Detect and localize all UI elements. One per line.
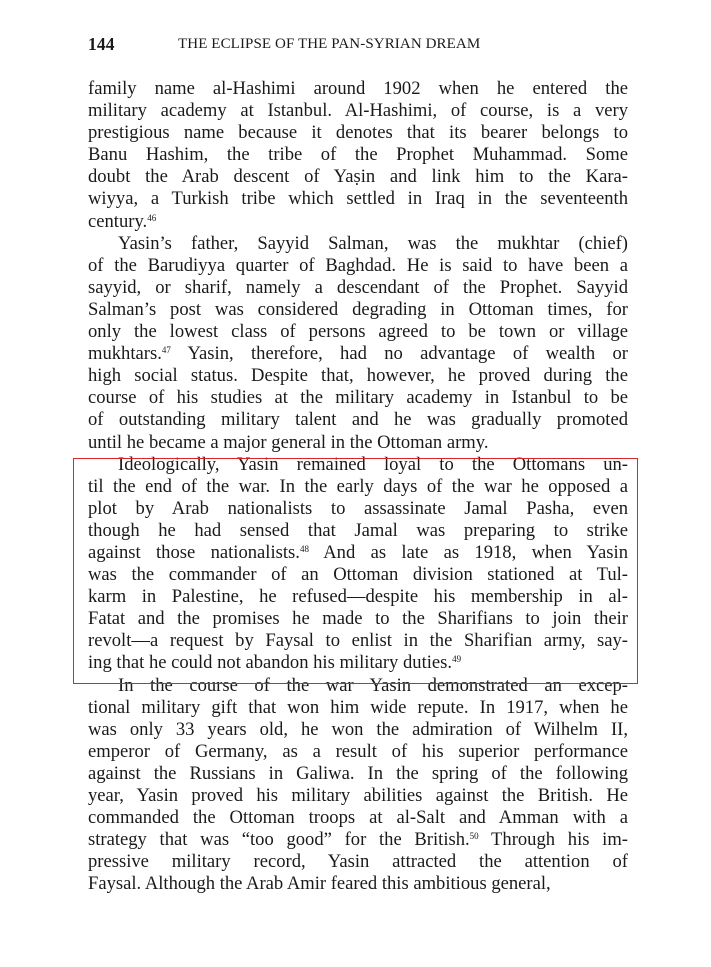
- line-text: Yasin’s father, Sayyid Salman, was the mukhtar (chief): [118, 232, 628, 254]
- line-text: ing that he could not abandon his military duties.: [88, 652, 453, 674]
- line-text: wiyya, a Turkish tribe which settled in Iraq in the seventeenth: [88, 188, 628, 210]
- text-line: [88, 78, 628, 100]
- text-line: [88, 697, 628, 719]
- line-text: Through his im-: [478, 829, 628, 851]
- text-line: [88, 365, 628, 387]
- text-line: [88, 233, 628, 255]
- line-text: of outstanding military talent and he was gradually promoted: [88, 409, 628, 431]
- text-line: [88, 122, 628, 144]
- text-line: [88, 432, 628, 454]
- line-text: Faysal. Although the Arab Amir feared this ambitious general,: [88, 873, 551, 895]
- page-number: 144: [88, 34, 115, 54]
- text-line: [88, 476, 628, 498]
- footnote-marker[interactable]: 49: [452, 654, 462, 665]
- body-text: [88, 78, 628, 895]
- text-line: [88, 188, 628, 210]
- line-text: emperor of Germany, as a result of his superior performance: [88, 740, 628, 762]
- line-text: plot by Arab nationalists to assassinate Jamal Pasha, even: [88, 497, 628, 519]
- text-line: [88, 652, 628, 674]
- text-line: [88, 211, 628, 233]
- text-line: [88, 542, 628, 564]
- line-text: until he became a major general in the Ottoman army.: [88, 431, 489, 453]
- line-text: against those nationalists.: [88, 541, 300, 563]
- line-text: In the course of the war Yasin demonstrated an excep-: [118, 674, 628, 696]
- line-text: against the Russians in Galiwa. In the spring of the following: [88, 762, 628, 784]
- text-line: [88, 299, 628, 321]
- text-line: [88, 630, 628, 652]
- text-line: [88, 454, 628, 476]
- text-line: [88, 409, 628, 431]
- line-text: pressive military record, Yasin attracted the attention of: [88, 851, 628, 873]
- line-text: tional military gift that won him wide repute. In 1917, when he: [88, 696, 628, 718]
- line-text: though he had sensed that Jamal was preparing to strike: [88, 519, 628, 541]
- line-text: karm in Palestine, he refused—despite his membership in al-: [88, 586, 628, 608]
- footnote-marker[interactable]: 50: [469, 831, 479, 842]
- text-line: [88, 277, 628, 299]
- line-text: And as late as 1918, when Yasin: [308, 541, 629, 563]
- text-line: [88, 520, 628, 542]
- line-text: strategy that was “too good” for the British.: [88, 829, 470, 851]
- text-line: [88, 564, 628, 586]
- text-line: [88, 343, 628, 365]
- paragraph: [88, 454, 628, 675]
- line-text: prestigious name because it denotes that its bearer belongs to: [88, 122, 628, 144]
- line-text: Fatat and the promises he made to the Sharifians to join their: [88, 608, 628, 630]
- text-line: [88, 586, 628, 608]
- text-line: [88, 255, 628, 277]
- page-header: [88, 34, 621, 58]
- line-text: Salman’s post was considered degrading in Ottoman times, for: [88, 298, 628, 320]
- line-text: family name al-Hashimi around 1902 when he entered the: [88, 78, 628, 99]
- text-line: [88, 387, 628, 409]
- line-text: only the lowest class of persons agreed to be town or village: [88, 321, 628, 343]
- paragraph: [88, 675, 628, 896]
- text-line: [88, 719, 628, 741]
- line-text: high social status. Despite that, however, he proved during the: [88, 365, 628, 387]
- line-text: doubt the Arab descent of Yaṣin and link him to the Kara-: [88, 166, 628, 188]
- line-text: Ideologically, Yasin remained loyal to the Ottomans un-: [118, 453, 628, 475]
- line-text: military academy at Istanbul. Al-Hashimi, of course, is a very: [88, 100, 628, 122]
- text-line: [88, 608, 628, 630]
- line-text: was only 33 years old, he won the admiration of Wilhelm II,: [88, 718, 628, 740]
- text-line: [88, 851, 628, 873]
- line-text: sayyid, or sharif, namely a descendant of the Prophet. Sayyid: [88, 276, 628, 298]
- footnote-marker[interactable]: 47: [161, 345, 171, 356]
- text-line: [88, 144, 628, 166]
- line-text: year, Yasin proved his military abilities against the British. He: [88, 785, 628, 806]
- text-line: [88, 675, 628, 697]
- line-text: century.: [88, 210, 148, 232]
- text-line: [88, 763, 628, 785]
- line-text: commanded the Ottoman troops at al-Salt and Amman with a: [88, 807, 628, 829]
- text-line: [88, 166, 628, 188]
- text-line: [88, 873, 628, 895]
- line-text: til the end of the war. In the early days of the war he opposed a: [88, 475, 628, 497]
- text-line: [88, 498, 628, 520]
- text-line: [88, 741, 628, 763]
- line-text: Banu Hashim, the tribe of the Prophet Muhammad. Some: [88, 144, 628, 166]
- text-line: [88, 829, 628, 851]
- line-text: of the Barudiyya quarter of Baghdad. He is said to have been a: [88, 254, 628, 276]
- text-line: [88, 321, 628, 343]
- line-text: course of his studies at the military academy in Istanbul to be: [88, 387, 628, 409]
- line-text: was the commander of an Ottoman division stationed at Tul-: [88, 564, 628, 586]
- text-line: [88, 807, 628, 829]
- text-line: [88, 785, 628, 807]
- paragraph: [88, 78, 628, 233]
- text-line: [88, 100, 628, 122]
- footnote-marker[interactable]: 46: [147, 212, 157, 223]
- footnote-marker[interactable]: 48: [299, 543, 309, 554]
- line-text: revolt—a request by Faysal to enlist in the Sharifian army, say-: [88, 630, 628, 652]
- line-text: Yasin, therefore, had no advantage of wealth or: [170, 343, 628, 365]
- paragraph: [88, 233, 628, 454]
- running-title: THE ECLIPSE OF THE PAN-SYRIAN DREAM: [178, 36, 481, 52]
- line-text: mukhtars.: [88, 343, 162, 365]
